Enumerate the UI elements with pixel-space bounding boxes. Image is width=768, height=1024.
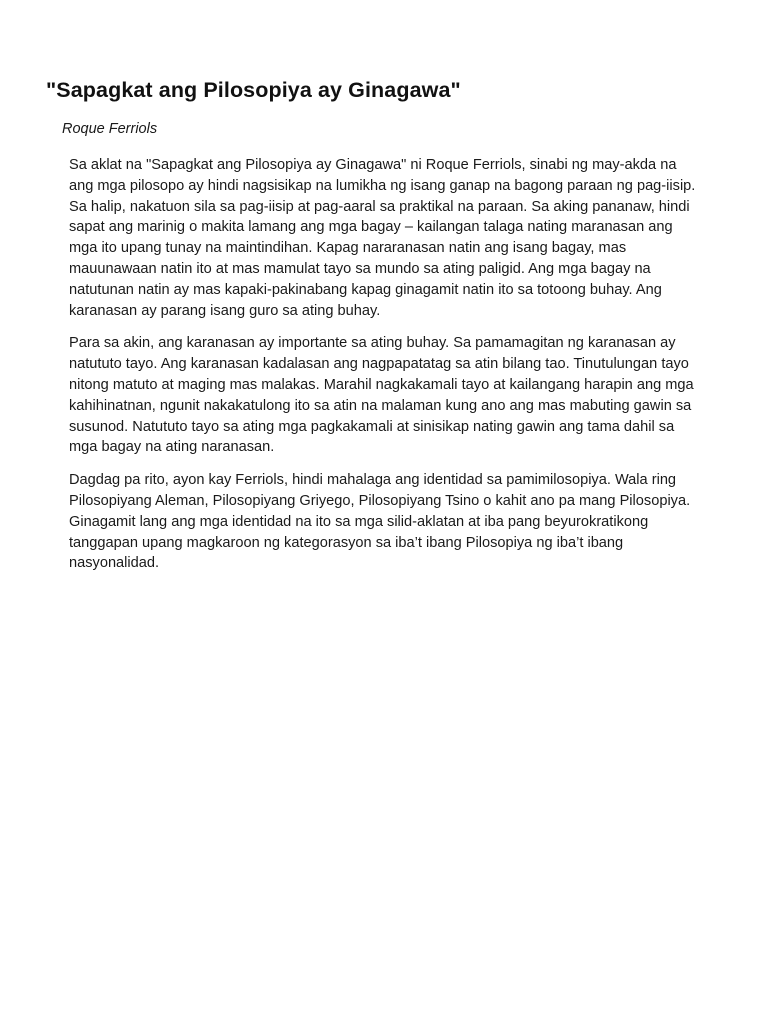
paragraph-line: karanasan ay parang isang guro sa ating buhay.: [69, 302, 381, 319]
paragraph-line: nitong matuto at maging mas malakas. Marahil nagkakamali tayo at kailangang harapin ang mga: [69, 376, 694, 393]
paragraph-line: Sa halip, nakatuon sila sa pag-iisip at pag-aaral sa praktikal na paraan. Sa aking pananaw, hindi: [69, 198, 690, 215]
paragraph-line: tanggapan upang magkaroon ng kategorasyon sa iba’t ibang Pilosopiya ng iba’t ibang: [69, 534, 624, 551]
document-body: [69, 155, 733, 586]
paragraph-line: kahihinatnan, ngunit nakakatulong ito sa atin na malaman kung ano ang mas mabuting gawin sa: [69, 397, 692, 414]
paragraph-line: ang mga pilosopo ay hindi nagsisikap na lumikha ng isang ganap na bagong paraan ng pag-iisip.: [69, 177, 696, 194]
paragraph-line: Sa aklat na "Sapagkat ang Pilosopiya ay Ginagawa" ni Roque Ferriols, sinabi ng may-akda na: [69, 157, 677, 173]
paragraph-2: [69, 333, 733, 458]
document-title: "Sapagkat ang Pilosopiya ay Ginagawa": [46, 78, 461, 102]
paragraph-line: sapat ang marinig o makita lamang ang mga bagay – kailangan talaga nating maranasan ang: [69, 219, 673, 236]
paragraph-3: [69, 470, 733, 574]
paragraph-line: natutunan natin ay mas kapaki-pakinabang kapag ginagamit natin ito sa totoong buhay. Ang: [69, 281, 662, 298]
document-author: Roque Ferriols: [62, 121, 158, 137]
paragraph-1: [69, 155, 733, 321]
paragraph-line: Para sa akin, ang karanasan ay importante sa ating buhay. Sa pamamagitan ng karanasan ay: [69, 335, 676, 352]
paragraph-line: mga ito upang tunay na maintindihan. Kapag nararanasan natin ang isang bagay, mas: [69, 240, 627, 257]
paragraph-line: mga bagay na ating naranasan.: [69, 439, 275, 456]
paragraph-line: susunod. Natututo tayo sa ating mga pagkakamali at sinisikap nating gawin ang tama dahil sa: [69, 418, 675, 435]
paragraph-line: mauunawaan natin ito at mas mamulat tayo sa mundo sa ating paligid. Ang mga bagay na: [69, 260, 651, 277]
paragraph-line: Ginagamit lang ang mga identidad na ito sa mga silid-aklatan at iba pang beyurokratikong: [69, 513, 649, 530]
paragraph-line: Dagdag pa rito, ayon kay Ferriols, hindi mahalaga ang identidad sa pamimilosopiya. Wala ring: [69, 472, 677, 489]
paragraph-line: nasyonalidad.: [69, 555, 160, 572]
paragraph-line: natututo tayo. Ang karanasan kadalasan ang nagpapatatag sa atin bilang tao. Tinutulungan tayo: [69, 356, 689, 373]
paragraph-line: Pilosopiyang Aleman, Pilosopiyang Griyego, Pilosopiyang Tsino o kahit ano pa mang Pilosopiya.: [69, 492, 691, 509]
